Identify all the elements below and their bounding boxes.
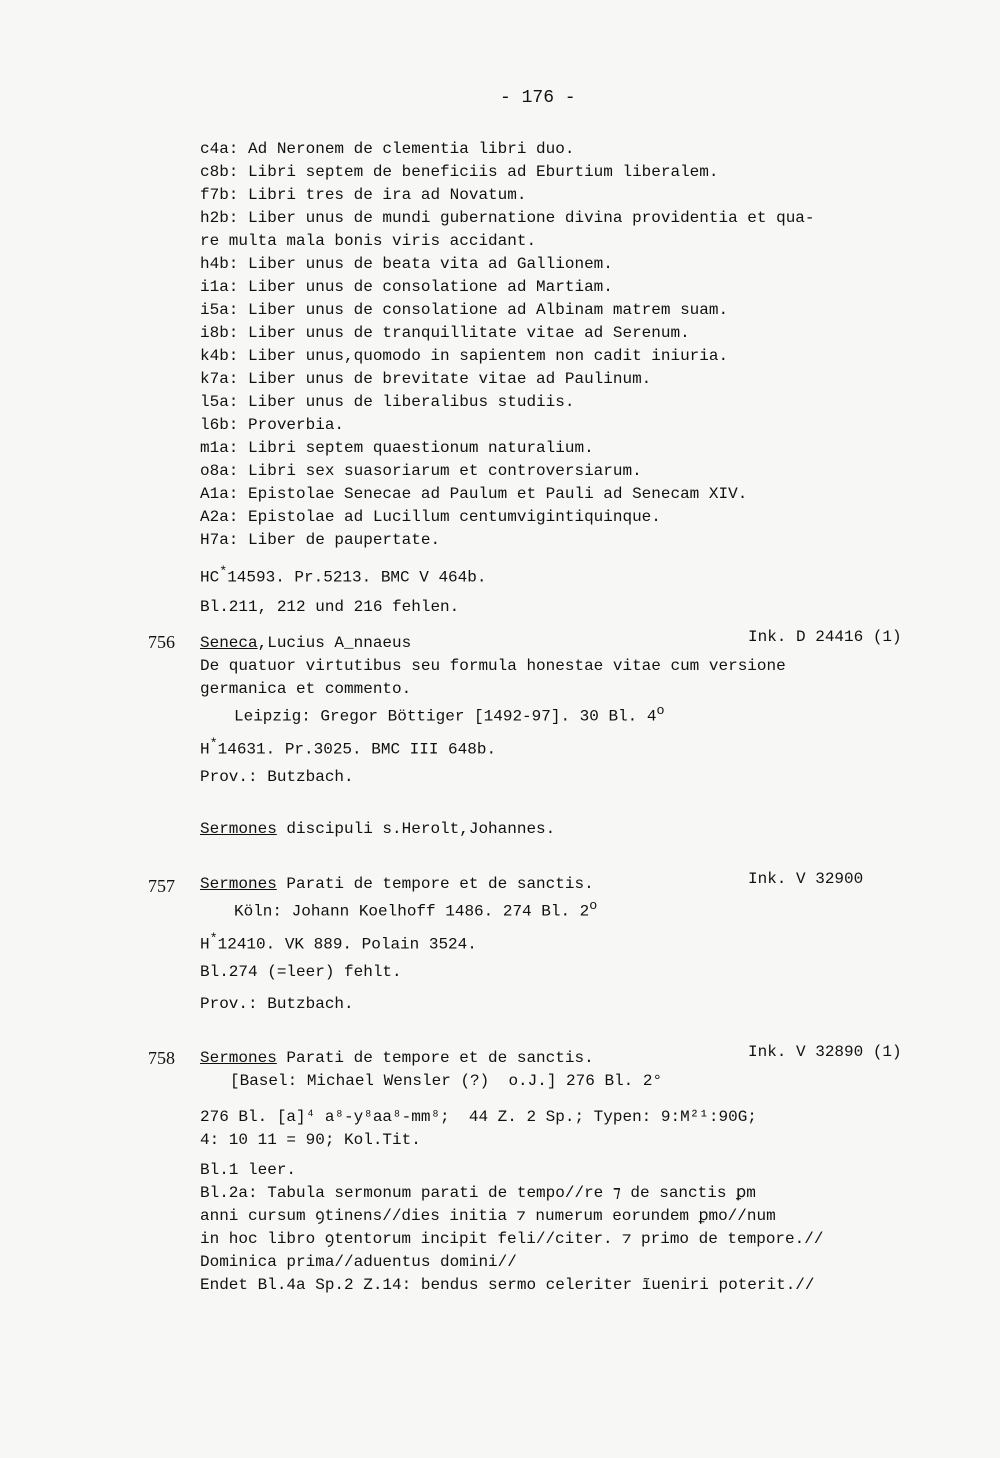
incipit-line: in hoc libro ꝯtentorum incipit feli//citer. ⁊ primo de tempore.// — [200, 1230, 824, 1248]
entry-number: 756 — [148, 632, 175, 652]
entry-title: germanica et commento. — [200, 680, 412, 698]
entry-references: H*14631. Pr.3025. BMC III 648b. — [200, 737, 497, 759]
list-item: i1a: Liber unus de consolatione ad Martiam. — [200, 278, 613, 296]
entry-imprint: [Basel: Michael Wensler (?) o.J.] 276 Bl. 2° — [230, 1072, 663, 1090]
bibliographic-references: HC*14593. Pr.5213. BMC V 464b. — [200, 565, 487, 587]
list-item: A2a: Epistolae ad Lucillum centumvigintiquinque. — [200, 508, 661, 526]
list-item: k4b: Liber unus,quomodo in sapientem non cadit iniuria. — [200, 347, 729, 365]
entry-title: Sermones Parati de tempore et de sanctis. — [200, 875, 594, 893]
entry-imprint: Leipzig: Gregor Böttiger [1492-97]. 30 Bl. 4$^o$ — [234, 704, 665, 726]
entry-references: H*12410. VK 889. Polain 3524. — [200, 932, 477, 954]
shelfmark: Ink. D 24416 (1) — [748, 628, 902, 646]
list-item: o8a: Libri sex suasoriarum et controversiarum. — [200, 462, 642, 480]
list-item: l5a: Liber unus de liberalibus studiis. — [200, 393, 575, 411]
missing-leaves-note: Bl.211, 212 und 216 fehlen. — [200, 598, 460, 616]
incipit-line: anni cursum ꝯtinens//dies initia ⁊ numerum eorundem ꝑmo//num — [200, 1207, 776, 1225]
provenance: Prov.: Butzbach. — [200, 995, 354, 1013]
provenance: Prov.: Butzbach. — [200, 768, 354, 786]
entry-number: 758 — [148, 1048, 175, 1068]
list-item: f7b: Libri tres de ira ad Novatum. — [200, 186, 527, 204]
list-item: h4b: Liber unus de beata vita ad Gallionem. — [200, 255, 613, 273]
list-item: H7a: Liber de paupertate. — [200, 531, 441, 549]
list-item: c4a: Ad Neronem de clementia libri duo. — [200, 140, 575, 158]
entry-number: 757 — [148, 876, 175, 896]
collation: 4: 10 11 = 90; Kol.Tit. — [200, 1131, 421, 1149]
list-item: i8b: Liber unus de tranquillitate vitae ad Serenum. — [200, 324, 690, 342]
list-item: i5a: Liber unus de consolatione ad Albinam matrem suam. — [200, 301, 729, 319]
incipit-line: Bl.2a: Tabula sermonum parati de tempo//re ⁊ de sanctis ꝑm — [200, 1184, 756, 1202]
list-item: l6b: Proverbia. — [200, 416, 345, 434]
list-item: A1a: Epistolae Senecae ad Paulum et Pauli ad Senecam XIV. — [200, 485, 748, 503]
missing-leaves-note: Bl.274 (=leer) fehlt. — [200, 963, 402, 981]
shelfmark: Ink. V 32900 — [748, 870, 864, 888]
cross-reference: Sermones discipuli s.Herolt,Johannes. — [200, 820, 556, 838]
entry-author: Seneca,Lucius A_nnaeus — [200, 634, 412, 652]
incipit-line: Dominica prima//aduentus domini// — [200, 1253, 517, 1271]
explicit-line: Endet Bl.4a Sp.2 Z.14: bendus sermo celeriter ĩueniri poterit.// — [200, 1276, 815, 1294]
entry-imprint: Köln: Johann Koelhoff 1486. 274 Bl. 2$^o$ — [234, 899, 598, 921]
list-item: m1a: Libri septem quaestionum naturalium. — [200, 439, 594, 457]
list-item: h2b: Liber unus de mundi gubernatione divina providentia et qua- — [200, 209, 815, 227]
list-item: re multa mala bonis viris accidant. — [200, 232, 537, 250]
shelfmark: Ink. V 32890 (1) — [748, 1043, 902, 1061]
page-number: - 176 - — [500, 88, 576, 108]
list-item: k7a: Liber unus de brevitate vitae ad Paulinum. — [200, 370, 652, 388]
collation: 276 Bl. [a]⁴ a⁸-y⁸aa⁸-mm⁸; 44 Z. 2 Sp.; Typen: 9:M²¹:90G; — [200, 1108, 757, 1126]
entry-title: De quatuor virtutibus seu formula honestae vitae cum versione — [200, 657, 786, 675]
entry-title: Sermones Parati de tempore et de sanctis. — [200, 1049, 594, 1067]
leaf-note: Bl.1 leer. — [200, 1161, 297, 1179]
list-item: c8b: Libri septem de beneficiis ad Eburtium liberalem. — [200, 163, 719, 181]
